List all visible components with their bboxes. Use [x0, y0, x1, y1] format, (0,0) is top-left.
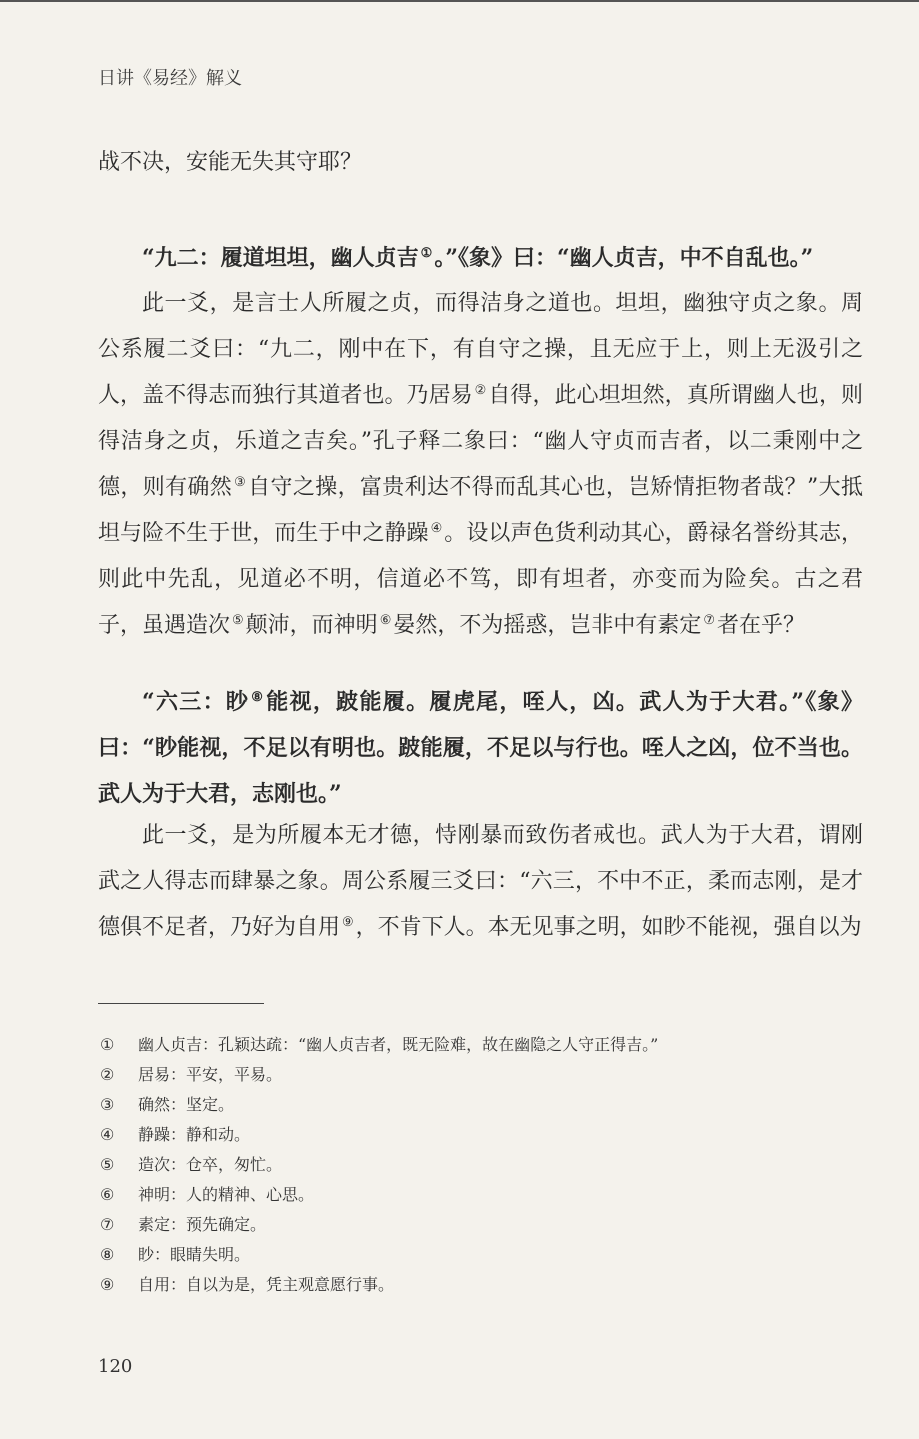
footnote-item: ⑤ 造次：仓卒，匆忙。	[100, 1155, 283, 1174]
paragraph-continuation	[98, 140, 863, 186]
footnote-item: ⑨ 自用：自以为是，凭主观意愿行事。	[100, 1275, 395, 1294]
top-border-line	[0, 0, 919, 2]
verse-text: “六三：眇 ⑧能视，跛能履。履虎尾，咥人，凶。武人为于大君。”《象》曰：“眇能视，不足以有明也。跛能履，不足以与行也。咥人之凶，位不当也。武人为于大君，志刚也。”	[98, 689, 863, 807]
footnote-divider	[98, 1003, 264, 1004]
footnote-item: ④ 静躁：静和动。	[100, 1125, 251, 1144]
footnote-list	[100, 1030, 860, 1300]
verse-liu-san	[98, 679, 863, 817]
footnote-item: ⑧ 眇：眼睛失明。	[100, 1245, 251, 1264]
footnote-item: ① 幽人贞吉：孔颖达疏：“幽人贞吉者，既无险难，故在幽隐之人守正得吉。”	[100, 1035, 659, 1054]
verse-jiu-er	[98, 235, 863, 281]
footnote-item: ⑥ 神明：人的精神、心思。	[100, 1185, 315, 1204]
footnote-item: ② 居易：平安，平易。	[100, 1065, 283, 1084]
footnote-item: ⑦ 素定：预先确定。	[100, 1215, 267, 1234]
verse-text: “九二：履道坦坦，幽人贞吉 ①。”《象》曰：“幽人贞吉，中不自乱也。”	[142, 245, 814, 271]
paragraph-text: 战不决，安能无失其守耶？	[98, 150, 363, 175]
commentary-liu-san	[98, 813, 863, 951]
page-number: 120	[98, 1356, 133, 1377]
commentary-text: 此一爻，是言士人所履之贞，而得洁身之道也。坦坦，幽独守贞之象。周公系履二爻曰：“九二，刚中在下，有自守之操，且无应于上，则上无汲引之人，盖不得志而独行其道者也。乃居易 ②自得，此心坦坦然，真所谓幽人也，则得洁身之贞，乐道之吉矣。”孔子释二象曰：“幽人守贞而吉者，以二秉刚中之德，则有确然 ③自守之操，富贵利达不得而乱其心也，岂矫情拒物者哉？”大抵坦与险不生于世，而生于中之静躁 ④。设以声色货利动其心，爵禄名誉纷其志，则此中先乱，见道必不明，信道必不笃，即有坦者，亦变而为险矣。古之君子，虽遇造次 ⑤颠沛，而神明 ⑥晏然，不为摇惑，岂非中有素定 ⑦者在乎？	[98, 291, 863, 638]
footnote-item: ③ 确然：坚定。	[100, 1095, 235, 1114]
commentary-text: 此一爻，是为所履本无才德，恃刚暴而致伤者戒也。武人为于大君，谓刚武之人得志而肆暴之象。周公系履三爻曰：“六三，不中不正，柔而志刚，是才德俱不足者，乃好为自用 ⑨，不肯下人。本无见事之明，如眇不能视，强自以为	[98, 823, 863, 940]
commentary-jiu-er	[98, 281, 863, 649]
running-header: 日讲《易经》解义	[98, 68, 242, 89]
